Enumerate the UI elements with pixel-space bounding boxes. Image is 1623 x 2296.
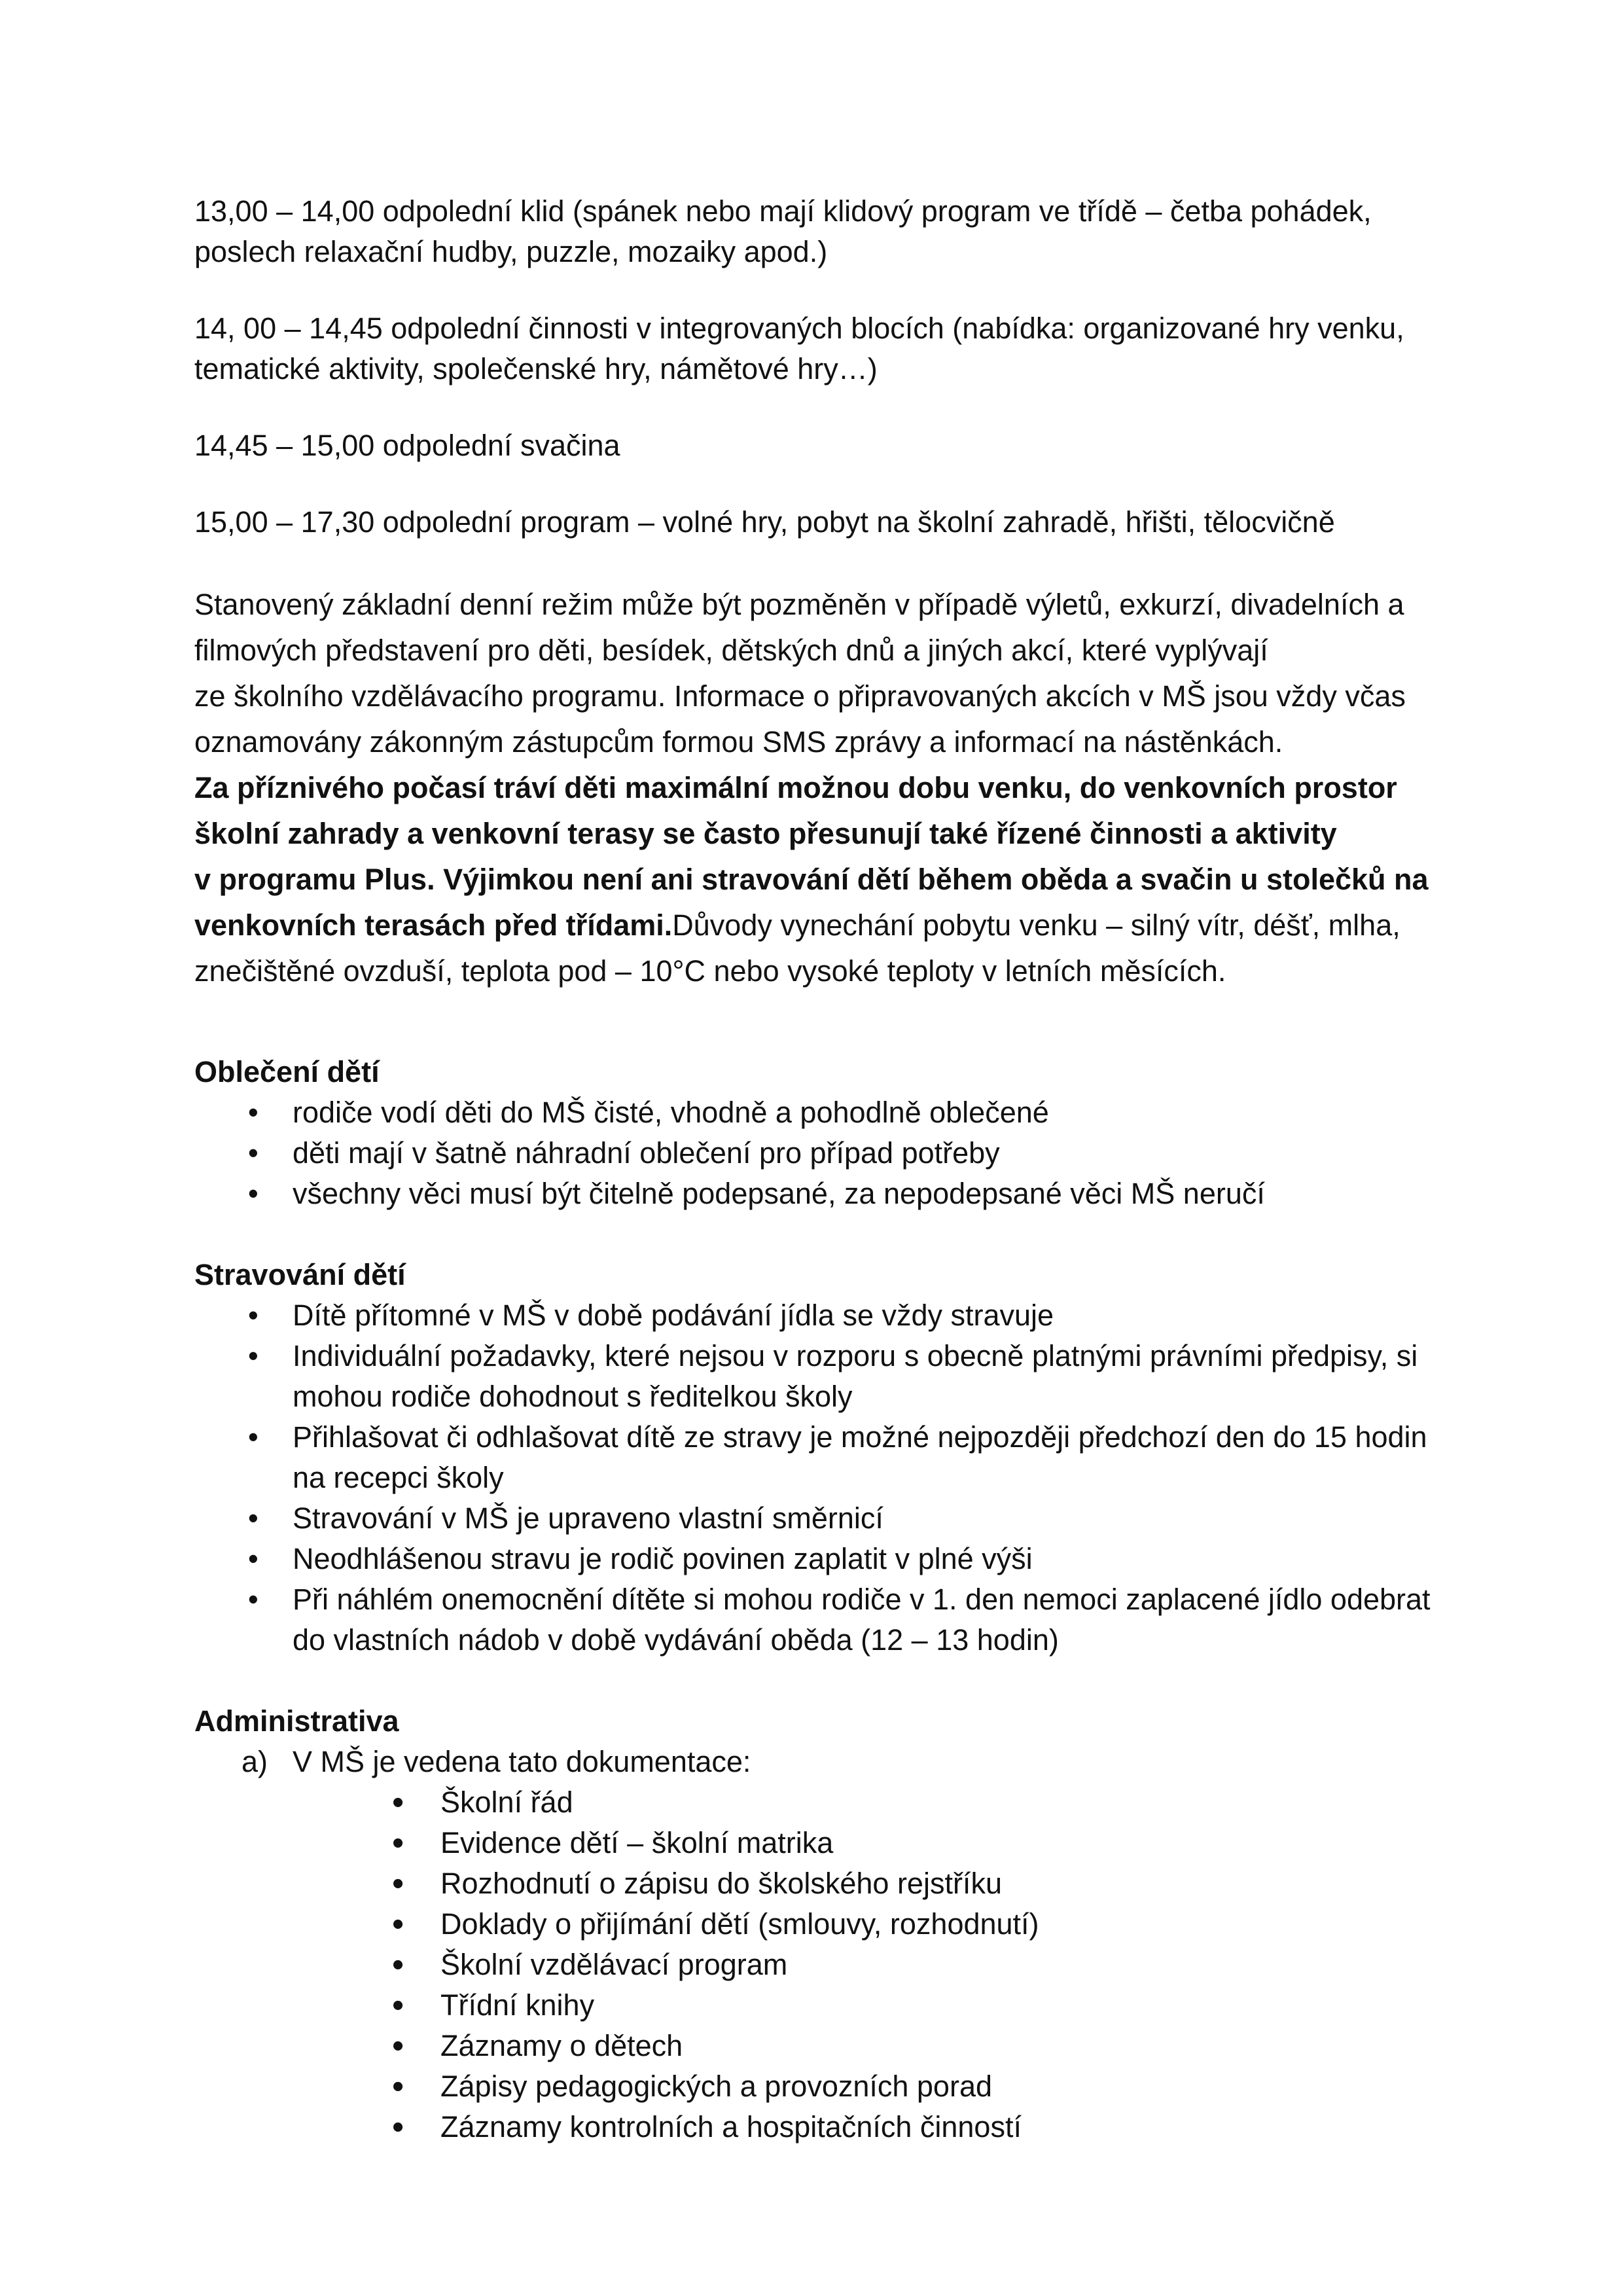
list-item-text: Záznamy kontrolních a hospitačních činností: [440, 2110, 1022, 2144]
documentation-list: [194, 1782, 1438, 2147]
list-marker: a): [241, 1745, 268, 1778]
list-item: [194, 1295, 1438, 1336]
list-item-text: Dítě přítomné v MŠ v době podávání jídla se vždy stravuje: [293, 1299, 1054, 1332]
meals-list: [194, 1295, 1438, 1660]
bullet-icon: •: [392, 1784, 404, 1821]
schedule-item: 13,00 – 14,00 odpolední klid (spánek nebo mají klidový program ve třídě – četba pohádek, poslech relaxační hudby, puzzle, mozaiky apod.): [194, 194, 1372, 268]
list-item-text: Evidence dětí – školní matrika: [440, 1826, 834, 1859]
list-item: [194, 1945, 1438, 1985]
bullet-icon: •: [392, 1865, 404, 1903]
meals-section: [194, 1255, 1438, 1660]
administration-section: [194, 1701, 1438, 2147]
daily-regime-paragraph: [194, 582, 1438, 994]
regime-bold-line: Za příznivého počasí tráví děti maximální možnou dobu venku, do venkovních prostor: [194, 771, 1397, 804]
list-item: [194, 1985, 1438, 2026]
regime-line: Stanovený základní denní režim může být pozměněn v případě výletů, exkurzí, divadelních a: [194, 588, 1404, 621]
section-title: Administrativa: [194, 1704, 399, 1738]
list-item-text: Rozhodnutí o zápisu do školského rejstříku: [440, 1867, 1002, 1900]
list-item-text: Přihlašovat či odhlašovat dítě ze stravy je možné nejpozději předchozí den do 15 hodin na recepci školy: [293, 1420, 1427, 1494]
bullet-icon: •: [248, 1501, 259, 1535]
bullet-icon: •: [248, 1583, 259, 1616]
list-item-text: všechny věci musí být čitelně podepsané, za nepodepsané věci MŠ neručí: [293, 1177, 1265, 1210]
list-item-text: Stravování v MŠ je upraveno vlastní směrnicí: [293, 1501, 883, 1535]
list-item: [194, 1174, 1438, 1214]
list-item-text: Školní vzdělávací program: [440, 1948, 788, 1981]
bullet-icon: •: [248, 1420, 259, 1454]
list-item-text: Při náhlém onemocnění dítěte si mohou rodiče v 1. den nemoci zaplacené jídlo odebrat do vlastních nádob v době vydávání oběda (12 – 13 hodin): [293, 1583, 1431, 1657]
regime-line: ze školního vzdělávacího programu. Informace o připravovaných akcích v MŠ jsou vždy včas: [194, 679, 1406, 713]
list-item-text: Zápisy pedagogických a provozních porad: [440, 2070, 993, 2103]
list-item: [194, 1579, 1438, 1660]
regime-line: filmových představení pro děti, besídek, dětských dnů a jiných akcí, které vyplývají: [194, 634, 1268, 667]
list-item: [194, 1133, 1438, 1174]
bullet-icon: •: [248, 1299, 259, 1332]
list-item: [194, 1336, 1438, 1417]
document-page: [194, 191, 1438, 2147]
list-item: [194, 1417, 1438, 1498]
list-item-text: děti mají v šatně náhradní oblečení pro případ potřeby: [293, 1136, 1000, 1170]
bullet-icon: •: [248, 1096, 259, 1129]
regime-bold-fragment: venkovních terasách před třídami.: [194, 908, 673, 942]
schedule-item: 15,00 – 17,30 odpolední program – volné hry, pobyt na školní zahradě, hřišti, tělocvičně: [194, 505, 1335, 539]
bullet-icon: •: [392, 1946, 404, 1984]
list-item-text: Třídní knihy: [440, 1988, 595, 2022]
bullet-icon: •: [248, 1542, 259, 1575]
bullet-icon: •: [392, 2027, 404, 2065]
list-item: [194, 1498, 1438, 1539]
bullet-icon: •: [392, 1986, 404, 2024]
list-item: [194, 1782, 1438, 1823]
regime-bold-line: školní zahrady a venkovní terasy se často přesunují také řízené činnosti a aktivity: [194, 817, 1337, 850]
list-item: [194, 1863, 1438, 1904]
list-item: [194, 2026, 1438, 2066]
bullet-icon: •: [392, 2108, 404, 2146]
clothing-section: [194, 1052, 1438, 1214]
clothing-list: [194, 1092, 1438, 1214]
regime-line: oznamovány zákonným zástupcům formou SMS zprávy a informací na nástěnkách.: [194, 725, 1283, 759]
regime-line: znečištěné ovzduší, teplota pod – 10°C nebo vysoké teploty v letních měsících.: [194, 954, 1226, 988]
regime-mixed-line: [194, 903, 1438, 948]
list-item-text: V MŠ je vedena tato dokumentace:: [293, 1745, 751, 1778]
bullet-icon: •: [392, 2068, 404, 2106]
list-item: [194, 1539, 1438, 1579]
bullet-icon: •: [392, 1824, 404, 1862]
list-item-text: Neodhlášenou stravu je rodič povinen zaplatit v plné výši: [293, 1542, 1033, 1575]
list-item: [194, 1823, 1438, 1863]
list-item-text: Záznamy o dětech: [440, 2029, 683, 2062]
bullet-icon: •: [248, 1339, 259, 1372]
list-item: [194, 1904, 1438, 1945]
list-item-text: Doklady o přijímání dětí (smlouvy, rozhodnutí): [440, 1907, 1039, 1941]
list-item-text: Školní řád: [440, 1785, 573, 1819]
regime-bold-line: v programu Plus. Výjimkou není ani stravování dětí během oběda a svačin u stolečků na: [194, 863, 1429, 896]
list-item: [194, 2107, 1438, 2147]
bullet-icon: •: [248, 1136, 259, 1170]
list-item-text: rodiče vodí děti do MŠ čisté, vhodně a pohodlně oblečené: [293, 1096, 1049, 1129]
list-item: [194, 2066, 1438, 2107]
section-title: Oblečení dětí: [194, 1055, 380, 1088]
list-item-text: Individuální požadavky, které nejsou v rozporu s obecně platnými právními předpisy, si mohou rodiče dohodnout s ředitelkou školy: [293, 1339, 1418, 1413]
schedule-item: 14,45 – 15,00 odpolední svačina: [194, 429, 620, 462]
ordered-list-item: [194, 1742, 1438, 1782]
bullet-icon: •: [392, 1905, 404, 1943]
schedule-item: 14, 00 – 14,45 odpolední činnosti v integrovaných blocích (nabídka: organizované hry venku, tematické aktivity, společenské hry, námětové hry…): [194, 312, 1404, 386]
bullet-icon: •: [248, 1177, 259, 1210]
list-item: [194, 1092, 1438, 1133]
section-title: Stravování dětí: [194, 1258, 406, 1291]
regime-text-fragment: Důvody vynechání pobytu venku – silný vítr, déšť, mlha,: [672, 908, 1400, 942]
